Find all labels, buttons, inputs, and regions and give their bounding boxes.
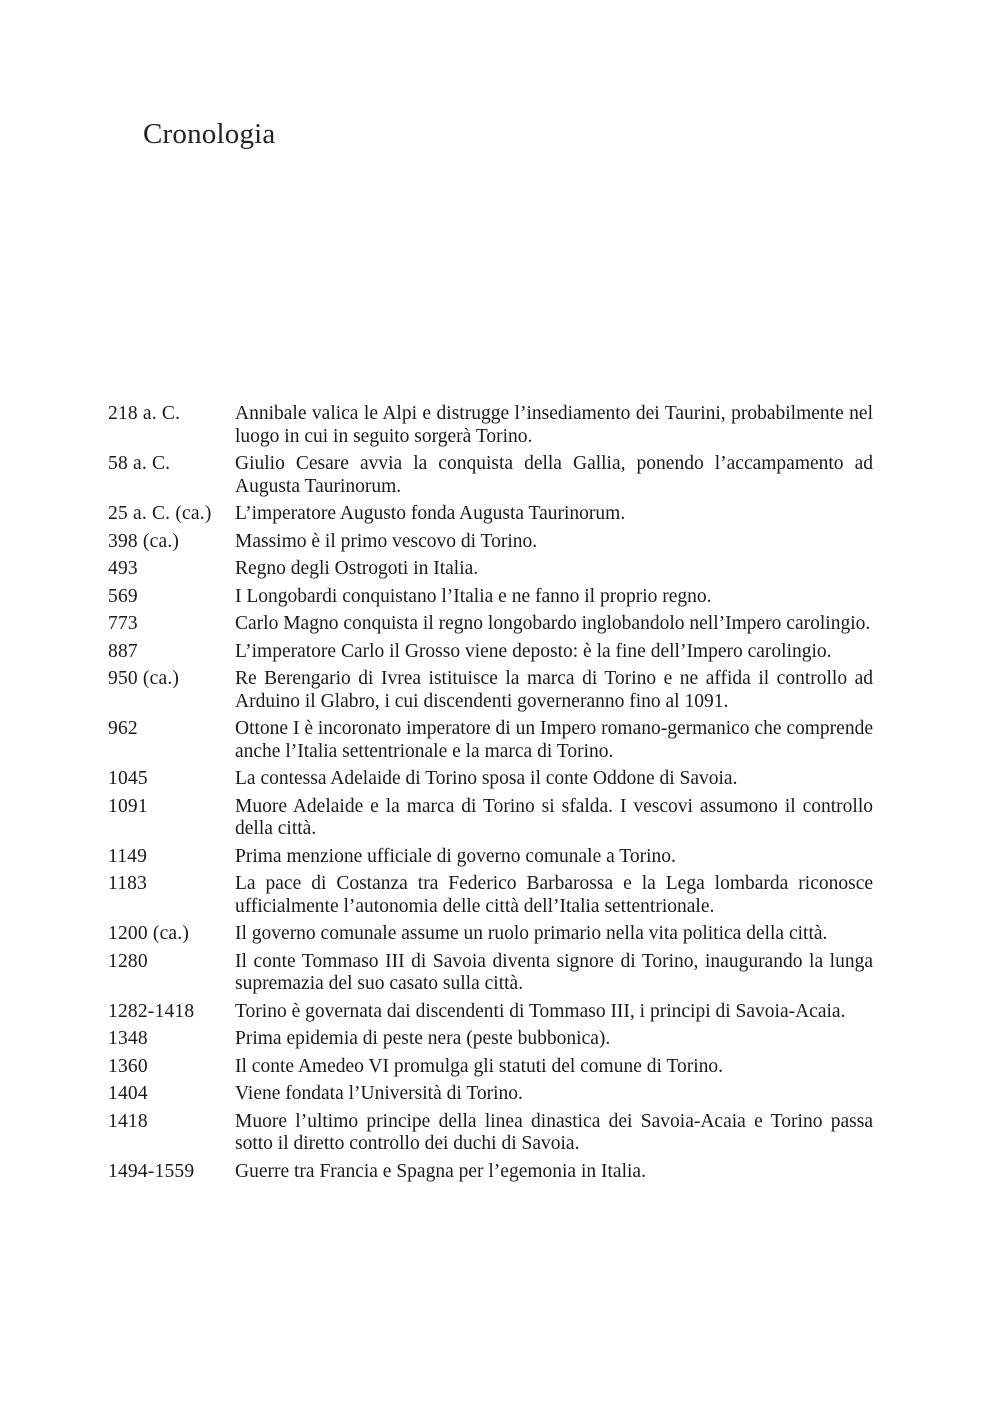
entry-text: Annibale valica le Alpi e distrugge l’insediamento dei Taurini, probabilmente nel luogo in cui in seguito sorgerà Torino. xyxy=(235,403,873,447)
entry-date: 773 xyxy=(108,613,138,634)
chronology-entry xyxy=(108,768,873,791)
entry-text: Re Berengario di Ivrea istituisce la marca di Torino e ne affida il controllo ad Arduino il Glabro, i cui discendenti governeranno fino al 1091. xyxy=(235,668,873,712)
entry-date: 569 xyxy=(108,585,138,607)
chronology-entry xyxy=(108,1161,873,1184)
entry-text: La contessa Adelaide di Torino sposa il conte Oddone di Savoia. xyxy=(235,768,738,789)
entry-text: I Longobardi conquistano l’Italia e ne fanno il proprio regno. xyxy=(235,585,712,607)
entry-text: Regno degli Ostrogoti in Italia. xyxy=(235,558,479,579)
chronology-entry xyxy=(108,403,873,448)
chronology-entry xyxy=(108,718,873,763)
entry-date: 58 a. C. xyxy=(108,453,171,474)
entry-date: 1200 (ca.) xyxy=(108,923,190,944)
chronology-entry xyxy=(108,668,873,713)
entry-text: Il conte Tommaso III di Savoia diventa signore di Torino, inaugurando la lunga supremazia del suo casato sulla città. xyxy=(235,950,873,994)
chronology-entry xyxy=(108,503,873,526)
entry-date: 1282-1418 xyxy=(108,1000,195,1022)
entry-text: L’imperatore Carlo il Grosso viene deposto: è la fine dell’Impero carolingio. xyxy=(235,640,832,662)
entry-date: 1404 xyxy=(108,1083,148,1104)
chronology-entry xyxy=(108,846,873,869)
entry-text: Viene fondata l’Università di Torino. xyxy=(235,1083,523,1104)
entry-text: Massimo è il primo vescovo di Torino. xyxy=(235,530,538,552)
chronology-entry xyxy=(108,586,873,609)
entry-date: 962 xyxy=(108,718,138,739)
entry-text: Ottone I è incoronato imperatore di un Impero romano-germanico che comprende anche l’Italia settentrionale e la marca di Torino. xyxy=(235,718,873,762)
chronology-entry xyxy=(108,873,873,918)
chronology-entry xyxy=(108,1001,873,1024)
entry-text: Muore l’ultimo principe della linea dinastica dei Savoia-Acaia e Torino passa sotto il diretto controllo dei duchi di Savoia. xyxy=(235,1110,873,1154)
entry-date: 218 a. C. xyxy=(108,403,181,424)
chronology-entry xyxy=(108,613,873,636)
entry-date: 1418 xyxy=(108,1110,148,1132)
entry-text: Torino è governata dai discendenti di Tommaso III, i principi di Savoia-Acaia. xyxy=(235,1000,846,1022)
chronology-entry xyxy=(108,531,873,554)
chronology-entry xyxy=(108,453,873,498)
chronology-entry xyxy=(108,558,873,581)
entry-text: Prima epidemia di peste nera (peste bubbonica). xyxy=(235,1028,611,1049)
page-title: Cronologia xyxy=(143,118,276,150)
entry-text: Il governo comunale assume un ruolo primario nella vita politica della città. xyxy=(235,923,828,944)
entry-date: 1348 xyxy=(108,1028,148,1049)
chronology-entry xyxy=(108,923,873,946)
entry-date: 398 (ca.) xyxy=(108,530,180,552)
entry-text: Carlo Magno conquista il regno longobardo inglobandolo nell’Impero carolingio. xyxy=(235,613,871,634)
chronology-entry xyxy=(108,1111,873,1156)
entry-text: Guerre tra Francia e Spagna per l’egemonia in Italia. xyxy=(235,1160,646,1182)
entry-date: 1045 xyxy=(108,768,148,789)
entry-date: 950 (ca.) xyxy=(108,668,180,689)
chronology-entry xyxy=(108,1083,873,1106)
entry-text: Il conte Amedeo VI promulga gli statuti del comune di Torino. xyxy=(235,1055,724,1077)
entry-text: L’imperatore Augusto fonda Augusta Taurinorum. xyxy=(235,503,626,524)
entry-date: 1494-1559 xyxy=(108,1160,195,1182)
entry-date: 1149 xyxy=(108,845,148,867)
entry-text: Prima menzione ufficiale di governo comunale a Torino. xyxy=(235,845,676,867)
chronology-entry xyxy=(108,951,873,996)
entry-date: 493 xyxy=(108,558,138,579)
entry-text: Muore Adelaide e la marca di Torino si sfalda. I vescovi assumono il controllo della città. xyxy=(235,795,873,839)
chronology-entry xyxy=(108,1056,873,1079)
entry-date: 1280 xyxy=(108,950,148,972)
entry-date: 1360 xyxy=(108,1055,148,1077)
entry-text: Giulio Cesare avvia la conquista della Gallia, ponendo l’accampamento ad Augusta Taurinorum. xyxy=(235,453,873,497)
entry-date: 25 a. C. (ca.) xyxy=(108,503,212,524)
chronology-entry xyxy=(108,796,873,841)
entry-date: 887 xyxy=(108,640,138,662)
chronology-entry xyxy=(108,1028,873,1051)
entry-date: 1183 xyxy=(108,873,148,894)
chronology-entry xyxy=(108,641,873,664)
entry-text: La pace di Costanza tra Federico Barbarossa e la Lega lombarda riconosce ufficialmente l’autonomia delle città dell’Italia settentrionale. xyxy=(235,873,873,917)
entry-date: 1091 xyxy=(108,795,148,817)
chronology-list xyxy=(108,403,873,1188)
